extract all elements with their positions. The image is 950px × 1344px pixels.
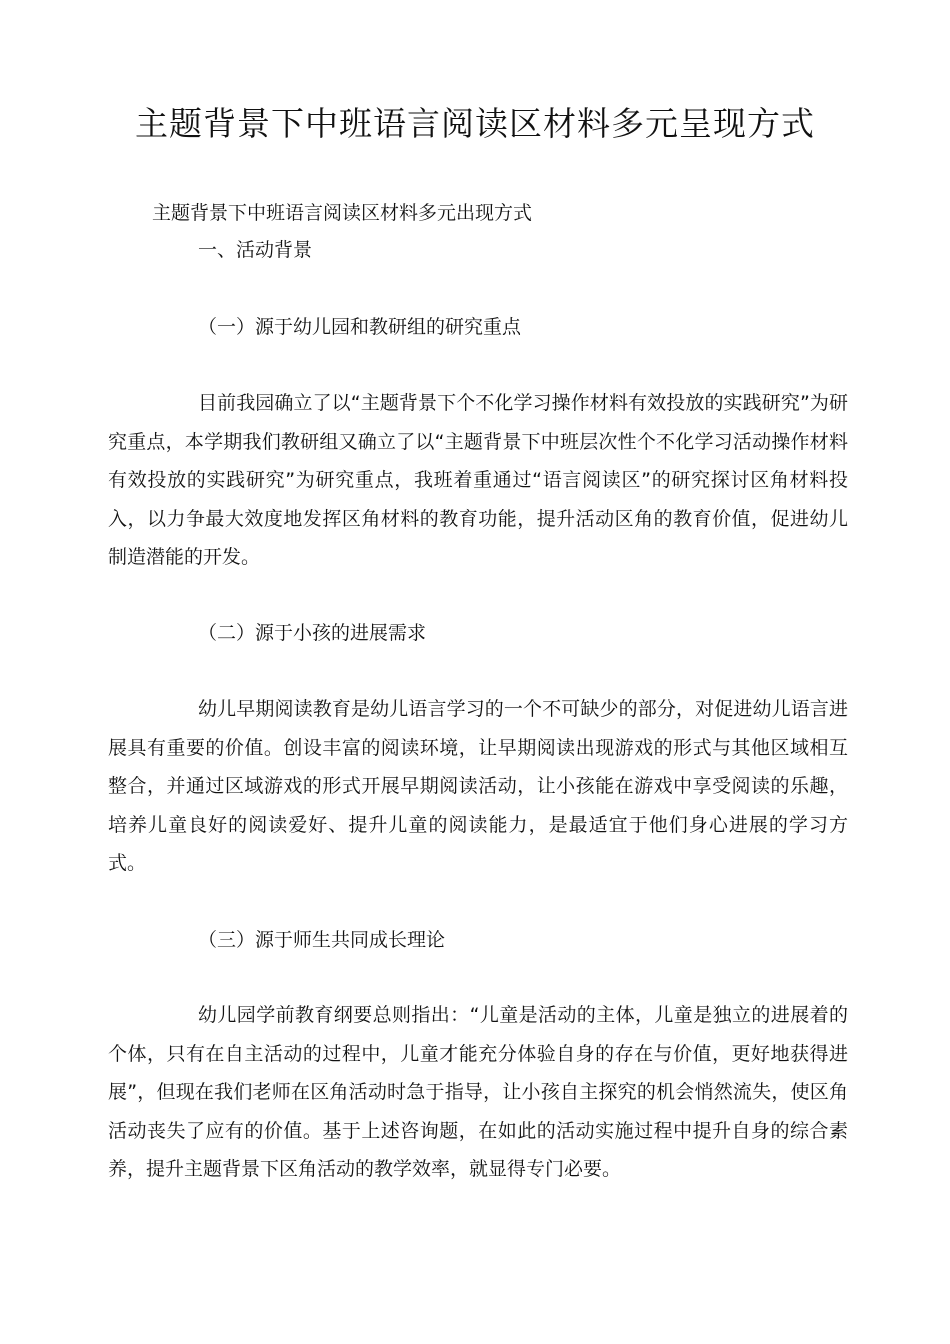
document-title: 主题背景下中班语言阅读区材料多元呈现方式 [135,104,815,143]
subsection-heading-1: （一）源于幼儿园和教研组的研究重点 [198,316,522,338]
subsection-heading-3: （三）源于师生共同成长理论 [198,929,446,951]
subsection-paragraph-3: 幼儿园学前教育纲要总则指出：“儿童是活动的主体，儿童是独立的进展着的个体，只有在自主活动的过程中，儿童才能充分体验自身的存在与价值，更好地获得进展”，但现在我们老师在区角活动时急于指导，让小孩自主探究的机会悄然流失，使区角活动丧失了应有的价值。基于上述咨询题，在如此的活动实施过程中提升自身的综合素养，提升主题背景下区角活动的教学效率，就显得专门必要。 [108,1004,848,1180]
subsection-paragraph-2: 幼儿早期阅读教育是幼儿语言学习的一个不可缺少的部分，对促进幼儿语言进展具有重要的价值。创设丰富的阅读环境，让早期阅读出现游戏的形式与其他区域相互整合，并通过区域游戏的形式开展早期阅读活动，让小孩能在游戏中享受阅读的乐趣，培养儿童良好的阅读爱好、提升儿童的阅读能力，是最适宜于他们身心进展的学习方式。 [108,698,848,874]
section-heading: 一、活动背景 [198,239,313,261]
subsection-heading-2: （二）源于小孩的进展需求 [198,622,427,644]
subsection-paragraph-1: 目前我园确立了以“主题背景下个不化学习操作材料有效投放的实践研究”为研究重点，本学期我们教研组又确立了以“主题背景下中班层次性个不化学习活动操作材料有效投放的实践研究”为研究重点，我班着重通过“语言阅读区”的研究探讨区角材料投入，以力争最大效度地发挥区角材料的教育功能，提升活动区角的教育价值，促进幼儿制造潜能的开发。 [108,392,848,568]
document-subtitle: 主题背景下中班语言阅读区材料多元出现方式 [152,202,533,224]
